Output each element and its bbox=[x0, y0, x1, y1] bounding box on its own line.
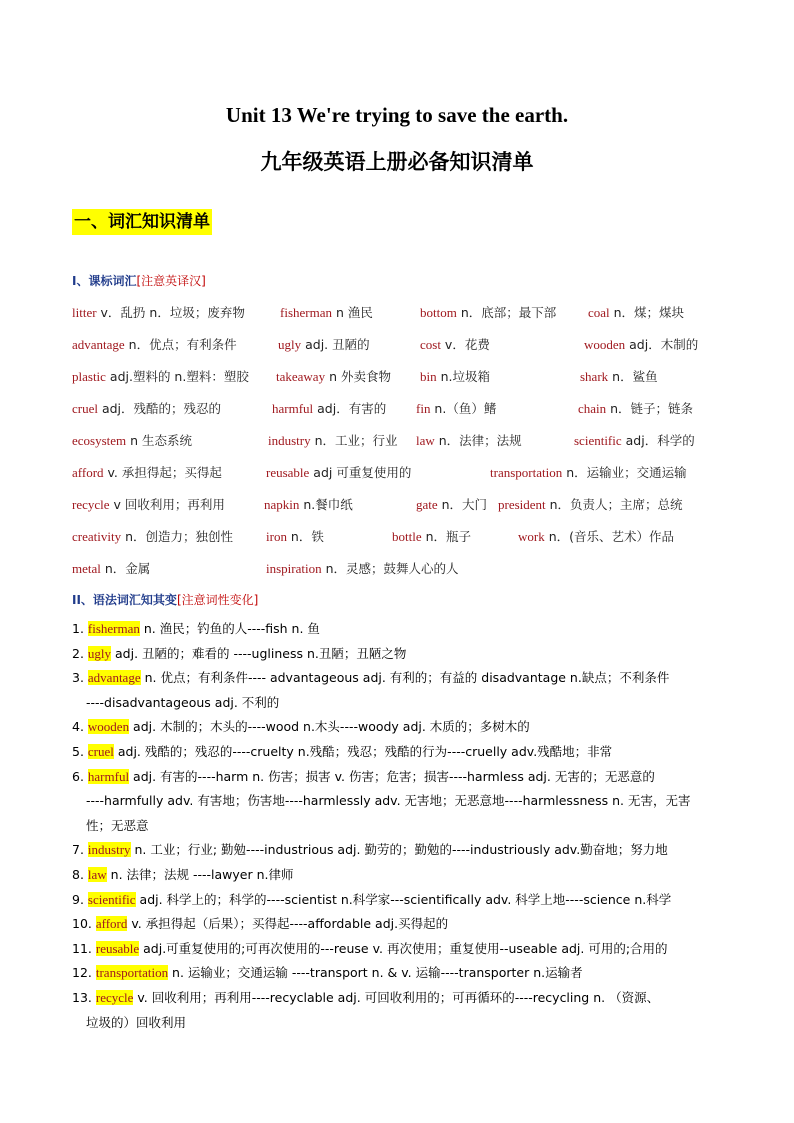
highlighted-keyword: wooden bbox=[87, 719, 130, 735]
item-text: ----harmfully adv. 有害地；伤害地----harmlessly adv. 无害地；无恶意地----harmlessness n. 无害，无害 bbox=[86, 793, 691, 809]
vocab-word: harmful bbox=[272, 401, 314, 416]
vocab-word: cost bbox=[420, 337, 441, 352]
vocab-entry bbox=[490, 463, 687, 481]
vocab-word: metal bbox=[72, 561, 101, 576]
vocab-entry bbox=[72, 399, 221, 417]
vocab-entry bbox=[276, 367, 391, 385]
highlighted-keyword: ugly bbox=[87, 645, 112, 661]
vocab-row bbox=[72, 495, 732, 527]
grammar-item bbox=[72, 715, 732, 740]
vocab-meaning: n．(音乐、艺术）作品 bbox=[544, 529, 674, 544]
vocab-word: bottle bbox=[392, 529, 422, 544]
item-number: 12. bbox=[72, 965, 96, 981]
vocab-entry bbox=[266, 559, 459, 577]
item-text: v. 回收利用；再利用----recyclable adj. 可回收利用的；可再循环的----recycling n. （资源、 bbox=[133, 989, 660, 1005]
vocab-meaning: v 回收利用；再利用 bbox=[109, 497, 225, 512]
vocab-row bbox=[72, 367, 732, 399]
vocab-meaning: n.垃圾箱 bbox=[436, 369, 490, 384]
vocab-word: cruel bbox=[72, 401, 98, 416]
highlighted-keyword: law bbox=[87, 866, 107, 882]
vocab-word: shark bbox=[580, 369, 609, 384]
subheading-curriculum-vocab bbox=[72, 272, 206, 289]
highlighted-keyword: cruel bbox=[87, 743, 114, 759]
vocab-meaning: adj．残酷的；残忍的 bbox=[97, 401, 222, 416]
vocab-meaning: n．铁 bbox=[286, 529, 324, 544]
vocab-entry bbox=[280, 303, 373, 321]
vocab-entry bbox=[518, 527, 674, 545]
vocab-meaning: adj. 丑陋的 bbox=[301, 337, 370, 352]
vocab-word: law bbox=[416, 433, 435, 448]
vocab-word: creativity bbox=[72, 529, 122, 544]
highlighted-keyword: reusable bbox=[95, 940, 140, 956]
vocab-entry bbox=[420, 335, 490, 353]
subheading-note: [注意词性变化] bbox=[176, 593, 259, 607]
vocab-word: coal bbox=[588, 305, 610, 320]
grammar-item bbox=[72, 888, 732, 913]
item-number: 9. bbox=[72, 891, 88, 907]
vocab-meaning: n．法律；法规 bbox=[434, 433, 522, 448]
grammar-item bbox=[72, 838, 732, 863]
title-english: Unit 13 We're trying to save the earth. bbox=[225, 103, 569, 127]
vocab-meaning: n．工业；行业 bbox=[310, 433, 398, 448]
highlighted-keyword: fisherman bbox=[87, 621, 140, 636]
grammar-list bbox=[72, 617, 732, 1035]
vocab-meaning: n．瓶子 bbox=[421, 529, 472, 544]
vocab-entry bbox=[416, 399, 496, 417]
vocab-word: industry bbox=[268, 433, 311, 448]
vocab-entry bbox=[266, 527, 324, 545]
vocab-entry bbox=[420, 367, 490, 385]
vocab-meaning: n．鲨鱼 bbox=[608, 369, 658, 384]
vocab-entry bbox=[72, 463, 222, 481]
vocab-entry bbox=[574, 431, 695, 449]
vocab-word: gate bbox=[416, 497, 438, 512]
grammar-item bbox=[72, 814, 732, 839]
vocab-word: inspiration bbox=[266, 561, 322, 576]
item-text: v. 承担得起（后果）；买得起----affordable adj.买得起的 bbox=[127, 916, 449, 932]
highlighted-keyword: scientific bbox=[87, 891, 136, 907]
vocab-row bbox=[72, 399, 732, 431]
highlighted-keyword: afford bbox=[95, 916, 128, 932]
vocab-entry bbox=[578, 399, 693, 417]
vocab-word: chain bbox=[578, 401, 607, 416]
grammar-item bbox=[72, 986, 732, 1011]
item-number: 11. bbox=[72, 940, 96, 956]
vocab-word: wooden bbox=[584, 337, 626, 352]
vocab-entry bbox=[72, 527, 233, 545]
grammar-item bbox=[72, 617, 732, 642]
vocab-entry bbox=[420, 303, 556, 321]
vocab-meaning: n．负责人；主席；总统 bbox=[545, 497, 683, 512]
vocab-entry bbox=[588, 303, 684, 321]
vocab-word: bottom bbox=[420, 305, 457, 320]
vocab-meaning: adj．木制的 bbox=[625, 337, 699, 352]
subheading-note: [注意英译汉] bbox=[136, 274, 206, 288]
grammar-item bbox=[72, 666, 732, 691]
highlighted-keyword: industry bbox=[87, 842, 131, 858]
item-text: n. 渔民；钓鱼的人----fish n. 鱼 bbox=[139, 621, 320, 636]
subheading-grammar-vocab bbox=[72, 591, 258, 608]
item-number: 5. bbox=[72, 743, 88, 759]
vocab-entry bbox=[266, 463, 411, 481]
vocab-meaning: n.（鱼）鳍 bbox=[430, 401, 497, 416]
vocab-word: napkin bbox=[264, 497, 300, 512]
grammar-item bbox=[72, 765, 732, 790]
vocab-word: takeaway bbox=[276, 369, 326, 384]
vocab-word: ugly bbox=[278, 337, 302, 352]
vocab-meaning: n．链子；链条 bbox=[606, 401, 694, 416]
highlighted-keyword: harmful bbox=[87, 768, 130, 784]
grammar-item bbox=[72, 691, 732, 716]
grammar-item bbox=[72, 740, 732, 765]
vocab-row bbox=[72, 335, 732, 367]
vocab-meaning: n.餐巾纸 bbox=[299, 497, 353, 512]
item-text: adj. 残酷的；残忍的----cruelty n.残酷；残忍；残酷的行为----cruelly adv.残酷地；非常 bbox=[113, 743, 613, 759]
vocabulary-list bbox=[72, 303, 732, 591]
vocab-meaning: adj.塑料的 n.塑料：塑胶 bbox=[105, 369, 249, 384]
vocab-meaning: n．灵感；鼓舞人心的人 bbox=[321, 561, 459, 576]
vocab-entry bbox=[580, 367, 658, 385]
item-text: adj.可重复使用的;可再次使用的---reuse v. 再次使用；重复使用--useable adj. 可用的;合用的 bbox=[139, 940, 668, 956]
vocab-entry bbox=[268, 431, 398, 449]
vocab-word: recycle bbox=[72, 497, 110, 512]
vocab-entry bbox=[278, 335, 370, 353]
vocab-entry bbox=[72, 335, 237, 353]
vocab-entry bbox=[72, 367, 249, 385]
title-chinese: 九年级英语上册必备知识清单 bbox=[260, 150, 534, 174]
item-number: 2. bbox=[72, 645, 88, 661]
grammar-item bbox=[72, 863, 732, 888]
vocab-meaning: adj 可重复使用的 bbox=[309, 465, 412, 480]
vocab-meaning: v．花费 bbox=[440, 337, 490, 352]
vocab-row bbox=[72, 527, 732, 559]
item-number: 6. bbox=[72, 768, 88, 784]
vocab-meaning: n 外卖食物 bbox=[325, 369, 391, 384]
vocab-meaning: n 生态系统 bbox=[126, 433, 193, 448]
vocab-word: afford bbox=[72, 465, 104, 480]
vocab-word: fisherman bbox=[280, 305, 332, 320]
vocab-word: ecosystem bbox=[72, 433, 127, 448]
item-text: adj. 科学上的；科学的----scientist n.科学家---scientifically adv. 科学上地----science n.科学 bbox=[135, 891, 672, 907]
item-text: n. 工业；行业; 勤勉----industrious adj. 勤劳的；勤勉的----industriously adv.勤奋地；努力地 bbox=[130, 842, 668, 858]
item-text: n. 优点；有利条件---- advantageous adj. 有利的；有益的 disadvantage n.缺点；不利条件 bbox=[140, 670, 670, 686]
item-text: ----disadvantageous adj. 不利的 bbox=[86, 694, 280, 710]
highlighted-keyword: advantage bbox=[87, 670, 141, 686]
item-text: n. 运输业；交通运输 ----transport n. & v. 运输----transporter n.运输者 bbox=[168, 965, 583, 981]
vocab-word: iron bbox=[266, 529, 287, 544]
grammar-item bbox=[72, 1011, 732, 1036]
vocab-word: fin bbox=[416, 401, 431, 416]
vocab-word: advantage bbox=[72, 337, 125, 352]
vocab-word: plastic bbox=[72, 369, 106, 384]
vocab-entry bbox=[72, 559, 150, 577]
vocab-entry bbox=[392, 527, 471, 545]
vocab-entry bbox=[72, 495, 225, 513]
item-number: 7. bbox=[72, 842, 88, 858]
item-number: 4. bbox=[72, 719, 88, 735]
vocab-entry bbox=[416, 495, 487, 513]
vocab-entry bbox=[272, 399, 386, 417]
vocab-word: work bbox=[518, 529, 545, 544]
vocab-meaning: n．大门 bbox=[437, 497, 488, 512]
subheading-label: I、课标词汇 bbox=[72, 274, 137, 288]
highlighted-keyword: recycle bbox=[95, 989, 134, 1005]
grammar-item bbox=[72, 912, 732, 937]
item-number: 10. bbox=[72, 916, 96, 932]
grammar-item bbox=[72, 642, 732, 667]
vocab-entry bbox=[264, 495, 353, 513]
vocab-meaning: n．底部；最下部 bbox=[456, 305, 557, 320]
vocab-entry bbox=[72, 431, 192, 449]
grammar-item bbox=[72, 961, 732, 986]
highlighted-keyword: transportation bbox=[95, 965, 169, 981]
vocab-row bbox=[72, 431, 732, 463]
item-text: 性；无恶意 bbox=[86, 817, 149, 833]
vocab-entry bbox=[584, 335, 698, 353]
item-text: 垃圾的）回收利用 bbox=[86, 1014, 187, 1030]
item-text: adj. 有害的----harm n. 伤害；损害 v. 伤害；危害；损害----harmless adj. 无害的；无恶意的 bbox=[129, 768, 655, 784]
item-text: adj. 丑陋的；难看的 ----ugliness n.丑陋；丑陋之物 bbox=[111, 645, 407, 661]
vocab-meaning: v．乱扔 n．垃圾；废弃物 bbox=[96, 305, 245, 320]
vocab-word: president bbox=[498, 497, 546, 512]
vocab-row bbox=[72, 463, 732, 495]
vocab-meaning: n．创造力；独创性 bbox=[121, 529, 233, 544]
grammar-item bbox=[72, 789, 732, 814]
item-number: 1. bbox=[72, 621, 88, 636]
item-number: 3. bbox=[72, 670, 88, 686]
vocab-row bbox=[72, 559, 732, 591]
vocab-meaning: n．运输业；交通运输 bbox=[562, 465, 687, 480]
vocab-entry bbox=[416, 431, 522, 449]
vocab-word: litter bbox=[72, 305, 97, 320]
vocab-word: scientific bbox=[574, 433, 622, 448]
item-number: 8. bbox=[72, 866, 88, 882]
vocab-meaning: adj．有害的 bbox=[313, 401, 387, 416]
subheading-label: II、语法词汇知其变 bbox=[72, 593, 177, 607]
section-heading-vocabulary: 一、词汇知识清单 bbox=[72, 209, 212, 235]
vocab-word: transportation bbox=[490, 465, 563, 480]
vocab-meaning: v. 承担得起；买得起 bbox=[103, 465, 222, 480]
vocab-word: bin bbox=[420, 369, 437, 384]
vocab-meaning: n．煤；煤块 bbox=[609, 305, 685, 320]
item-text: n. 法律；法规 ----lawyer n.律师 bbox=[106, 866, 294, 882]
vocab-entry bbox=[498, 495, 683, 513]
vocab-meaning: adj．科学的 bbox=[621, 433, 695, 448]
vocab-meaning: n．优点；有利条件 bbox=[124, 337, 237, 352]
vocab-entry bbox=[72, 303, 245, 321]
vocab-meaning: n 渔民 bbox=[331, 305, 373, 320]
item-number: 13. bbox=[72, 989, 96, 1005]
vocab-meaning: n．金属 bbox=[100, 561, 151, 576]
grammar-item bbox=[72, 937, 732, 962]
vocab-word: reusable bbox=[266, 465, 310, 480]
vocab-row bbox=[72, 303, 732, 335]
item-text: adj. 木制的；木头的----wood n.木头----woody adj. 木质的；多树木的 bbox=[129, 719, 530, 735]
